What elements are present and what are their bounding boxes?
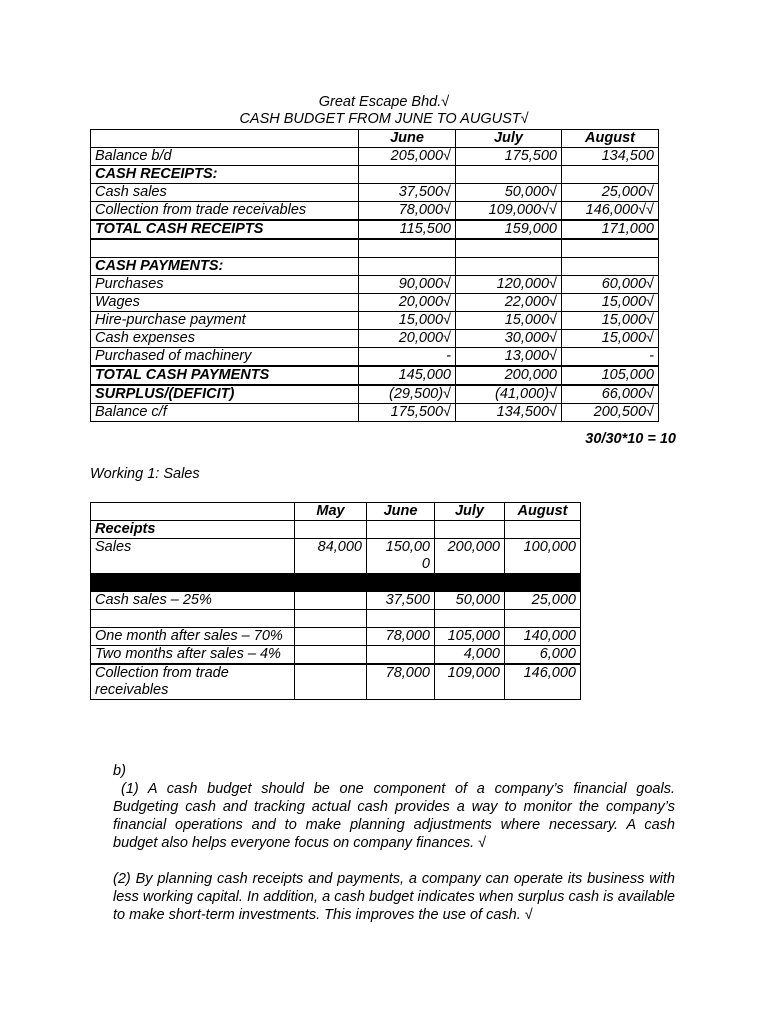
amount-cell: 134,500√ [456, 404, 562, 422]
amount-cell [562, 258, 659, 276]
sales-row [91, 521, 581, 539]
separator-row [91, 574, 581, 592]
row-label [91, 239, 359, 258]
score-note: 30/30*10 = 10 [585, 431, 676, 447]
sales-row [91, 664, 581, 700]
header-cell: June [359, 130, 456, 148]
row-label: Purchased of machinery [91, 348, 359, 367]
amount-cell: (41,000)√ [456, 385, 562, 404]
row-label: TOTAL CASH RECEIPTS [91, 220, 359, 239]
header-cell: July [456, 130, 562, 148]
header-cell: August [505, 503, 581, 521]
amount-cell: 146,000 [505, 664, 581, 700]
amount-cell: 109,000 [435, 664, 505, 700]
amount-cell: (29,500)√ [359, 385, 456, 404]
budget-row [91, 330, 659, 348]
working-title: Working 1: Sales [90, 466, 200, 482]
amount-cell: 90,000√ [359, 276, 456, 294]
amount-cell [367, 574, 435, 592]
amount-cell [359, 166, 456, 184]
budget-row [91, 348, 659, 367]
row-label: Cash expenses [91, 330, 359, 348]
amount-cell: 15,000√ [359, 312, 456, 330]
amount-cell [359, 258, 456, 276]
answer-paragraph-2: (2) By planning cash receipts and payments, a company can operate its business with less working capital. In addition, a cash budget indicates when surplus cash is available to make short-term investments. This improves the use of cash. √ [113, 871, 675, 923]
sales-row [91, 646, 581, 665]
budget-row [91, 312, 659, 330]
amount-cell: 37,500√ [359, 184, 456, 202]
row-label: Collection from trade receivables [91, 202, 359, 221]
amount-cell [505, 610, 581, 628]
amount-cell [295, 592, 367, 610]
row-label: Sales [91, 539, 295, 574]
amount-cell: 134,500 [562, 148, 659, 166]
budget-row [91, 404, 659, 422]
amount-cell: 20,000√ [359, 294, 456, 312]
amount-cell: 50,000√ [456, 184, 562, 202]
budget-title: CASH BUDGET FROM JUNE TO AUGUST√ [239, 111, 529, 127]
amount-cell [456, 258, 562, 276]
sales-header-row [91, 503, 581, 521]
row-label: Collection from trade receivables [91, 664, 295, 700]
amount-cell [456, 239, 562, 258]
amount-cell [295, 574, 367, 592]
amount-cell [456, 166, 562, 184]
amount-cell [295, 610, 367, 628]
header-cell: July [435, 503, 505, 521]
amount-cell [435, 574, 505, 592]
amount-cell: 15,000√ [456, 312, 562, 330]
sales-row [91, 592, 581, 610]
sales-row [91, 539, 581, 574]
amount-cell: 146,000√√ [562, 202, 659, 221]
row-label: Two months after sales – 4% [91, 646, 295, 665]
budget-row [91, 294, 659, 312]
cash-budget-table [90, 129, 659, 422]
row-label: Balance c/f [91, 404, 359, 422]
row-label: TOTAL CASH PAYMENTS [91, 366, 359, 385]
row-label: Purchases [91, 276, 359, 294]
budget-row [91, 220, 659, 239]
amount-cell [505, 574, 581, 592]
amount-cell: 175,500 [456, 148, 562, 166]
header-cell [91, 503, 295, 521]
amount-cell: - [359, 348, 456, 367]
amount-cell: 200,500√ [562, 404, 659, 422]
amount-cell: 109,000√√ [456, 202, 562, 221]
company-name: Great Escape Bhd.√ [318, 94, 450, 110]
budget-row [91, 239, 659, 258]
amount-cell: 15,000√ [562, 330, 659, 348]
row-label: Balance b/d [91, 148, 359, 166]
answer-label: b) [113, 763, 126, 779]
amount-cell: 200,000 [456, 366, 562, 385]
amount-cell [295, 646, 367, 665]
amount-cell: 4,000 [435, 646, 505, 665]
amount-cell [367, 610, 435, 628]
amount-cell: 100,000 [505, 539, 581, 574]
amount-cell: 105,000 [562, 366, 659, 385]
amount-cell [295, 664, 367, 700]
row-label: Cash sales [91, 184, 359, 202]
budget-row [91, 166, 659, 184]
sales-row [91, 610, 581, 628]
amount-cell: 13,000√ [456, 348, 562, 367]
amount-cell: 140,000 [505, 628, 581, 646]
amount-cell: 159,000 [456, 220, 562, 239]
row-label [91, 610, 295, 628]
budget-row [91, 202, 659, 221]
budget-row [91, 148, 659, 166]
amount-cell: 30,000√ [456, 330, 562, 348]
budget-row [91, 385, 659, 404]
header-cell [91, 130, 359, 148]
amount-cell: 115,500 [359, 220, 456, 239]
amount-cell [505, 521, 581, 539]
amount-cell [435, 610, 505, 628]
budget-row [91, 258, 659, 276]
amount-cell [367, 646, 435, 665]
budget-row [91, 184, 659, 202]
row-label: CASH RECEIPTS: [91, 166, 359, 184]
amount-cell: 15,000√ [562, 294, 659, 312]
amount-cell: 175,500√ [359, 404, 456, 422]
amount-cell: 37,500 [367, 592, 435, 610]
amount-cell: 25,000√ [562, 184, 659, 202]
row-label: Cash sales – 25% [91, 592, 295, 610]
amount-cell: 78,000√ [359, 202, 456, 221]
row-label: CASH PAYMENTS: [91, 258, 359, 276]
amount-cell [562, 239, 659, 258]
amount-cell [367, 521, 435, 539]
sales-working-table [90, 502, 581, 700]
row-label: Receipts [91, 521, 295, 539]
amount-cell: 20,000√ [359, 330, 456, 348]
amount-cell [562, 166, 659, 184]
amount-cell [359, 239, 456, 258]
amount-cell: 105,000 [435, 628, 505, 646]
amount-cell: 15,000√ [562, 312, 659, 330]
row-label: One month after sales – 70% [91, 628, 295, 646]
amount-cell: 78,000 [367, 628, 435, 646]
budget-header-row [91, 130, 659, 148]
amount-cell: 150,00 0 [367, 539, 435, 574]
amount-cell [295, 628, 367, 646]
row-label [91, 574, 295, 592]
amount-cell [435, 521, 505, 539]
amount-cell: 22,000√ [456, 294, 562, 312]
amount-cell: 145,000 [359, 366, 456, 385]
header-cell: May [295, 503, 367, 521]
row-label: Wages [91, 294, 359, 312]
header-cell: August [562, 130, 659, 148]
amount-cell: - [562, 348, 659, 367]
amount-cell: 25,000 [505, 592, 581, 610]
row-label: Hire-purchase payment [91, 312, 359, 330]
amount-cell: 78,000 [367, 664, 435, 700]
amount-cell: 171,000 [562, 220, 659, 239]
amount-cell: 6,000 [505, 646, 581, 665]
row-label: SURPLUS/(DEFICIT) [91, 385, 359, 404]
amount-cell [295, 521, 367, 539]
amount-cell: 120,000√ [456, 276, 562, 294]
amount-cell: 205,000√ [359, 148, 456, 166]
budget-row [91, 366, 659, 385]
sales-row [91, 628, 581, 646]
answer-paragraph-1: (1) A cash budget should be one component of a company’s financial goals. Budgeting cash and tracking actual cash provides a way to monitor the company’s financial operations and to make planning adjustments where necessary. A cash budget also helps everyone focus on company finances. √ [113, 781, 675, 851]
budget-row [91, 276, 659, 294]
header-cell: June [367, 503, 435, 521]
amount-cell: 50,000 [435, 592, 505, 610]
amount-cell: 84,000 [295, 539, 367, 574]
amount-cell: 200,000 [435, 539, 505, 574]
amount-cell: 66,000√ [562, 385, 659, 404]
amount-cell: 60,000√ [562, 276, 659, 294]
